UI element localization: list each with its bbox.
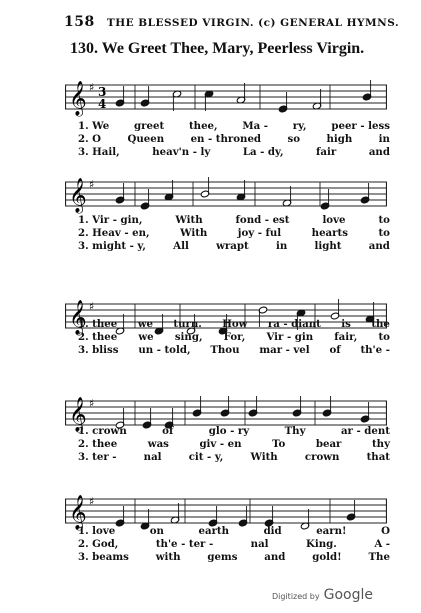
lyric-syllable: gems bbox=[207, 551, 238, 563]
lyric-syllable: did bbox=[263, 525, 282, 537]
lyric-syllable: earn! bbox=[316, 525, 347, 537]
lyric-syllable: and bbox=[264, 551, 286, 563]
lyric-syllable: 3. might - y, bbox=[78, 240, 146, 252]
lyric-syllable: is bbox=[341, 318, 351, 330]
sharp-icon: ♯ bbox=[89, 397, 95, 410]
lyric-syllable: To bbox=[272, 438, 286, 450]
lyric-syllable: 3. Hail, bbox=[78, 146, 120, 158]
lyric-syllable: bear bbox=[315, 438, 342, 450]
lyric-syllable: in bbox=[275, 240, 288, 252]
lyric-syllable: we bbox=[138, 331, 154, 343]
lyric-line-verse-1 bbox=[78, 318, 390, 331]
lyric-syllable: crown bbox=[304, 451, 340, 463]
lyric-syllable: to bbox=[378, 331, 390, 343]
lyric-line-verse-3 bbox=[78, 344, 390, 357]
lyric-syllable: fair, bbox=[334, 331, 358, 343]
lyrics-block-4 bbox=[78, 425, 390, 464]
lyric-syllable: ra - diant bbox=[267, 318, 321, 330]
treble-clef-icon: 𝄞 bbox=[69, 300, 87, 335]
lyric-syllable: 3. bliss bbox=[78, 344, 119, 356]
lyric-syllable: to bbox=[378, 214, 390, 226]
lyric-syllable: With bbox=[175, 214, 203, 226]
lyric-line-verse-3 bbox=[78, 451, 390, 464]
lyric-line-verse-1 bbox=[78, 120, 390, 133]
page-number: 158 bbox=[64, 14, 95, 30]
lyric-syllable: ry, bbox=[292, 120, 307, 132]
sharp-icon: ♯ bbox=[89, 81, 95, 94]
lyric-syllable: in bbox=[378, 133, 390, 145]
lyric-line-verse-2 bbox=[78, 227, 390, 240]
lyric-syllable: 2. God, bbox=[78, 538, 119, 550]
lyric-syllable: cit - y, bbox=[188, 451, 224, 463]
lyric-syllable: Thou bbox=[210, 344, 240, 356]
lyric-syllable: to bbox=[378, 227, 390, 239]
lyric-syllable: en - throned bbox=[190, 133, 262, 145]
lyric-line-verse-1 bbox=[78, 214, 390, 227]
lyric-syllable: thy bbox=[371, 438, 390, 450]
treble-clef-icon: 𝄞 bbox=[69, 81, 87, 116]
lyric-syllable: For, bbox=[223, 331, 246, 343]
lyric-syllable: fond - est bbox=[235, 214, 290, 226]
running-header bbox=[64, 14, 399, 30]
lyric-syllable: of bbox=[329, 344, 341, 356]
sharp-icon: ♯ bbox=[89, 495, 95, 508]
lyric-syllable: 1. thee bbox=[78, 318, 118, 330]
staff-system-2 bbox=[65, 174, 387, 214]
treble-clef-icon: 𝄞 bbox=[69, 495, 87, 530]
lyric-line-verse-2 bbox=[78, 133, 390, 146]
lyric-syllable: hearts bbox=[311, 227, 348, 239]
lyric-syllable: turn. bbox=[173, 318, 202, 330]
lyric-syllable: sing, bbox=[174, 331, 203, 343]
lyric-line-verse-3 bbox=[78, 240, 390, 253]
lyric-line-verse-1 bbox=[78, 525, 390, 538]
lyric-syllable: giv - en bbox=[199, 438, 242, 450]
lyric-syllable: 2. O bbox=[78, 133, 102, 145]
lyric-syllable: thee, bbox=[188, 120, 218, 132]
lyric-syllable: 1. We bbox=[78, 120, 110, 132]
lyric-syllable: we bbox=[137, 318, 153, 330]
lyric-syllable: gold! bbox=[312, 551, 342, 563]
lyrics-block-2 bbox=[78, 214, 390, 253]
lyric-syllable: ar - dent bbox=[340, 425, 390, 437]
staff-system-1 bbox=[65, 77, 387, 117]
lyric-syllable: Ma - bbox=[242, 120, 268, 132]
lyric-syllable: high bbox=[326, 133, 353, 145]
lyric-syllable: so bbox=[287, 133, 301, 145]
lyric-line-verse-2 bbox=[78, 331, 390, 344]
lyric-syllable: heav'n - ly bbox=[152, 146, 211, 158]
lyric-syllable: With bbox=[250, 451, 278, 463]
lyric-syllable: and bbox=[368, 146, 390, 158]
lyric-syllable: th'e - bbox=[360, 344, 390, 356]
lyric-syllable: How bbox=[222, 318, 248, 330]
lyric-line-verse-2 bbox=[78, 538, 390, 551]
lyric-syllable: 3. beams bbox=[78, 551, 129, 563]
lyric-line-verse-2 bbox=[78, 438, 390, 451]
lyric-syllable: on bbox=[149, 525, 164, 537]
sharp-icon: ♯ bbox=[89, 178, 95, 191]
lyric-line-verse-1 bbox=[78, 425, 390, 438]
time-signature-digit: 4 bbox=[98, 97, 107, 111]
lyric-syllable: that bbox=[366, 451, 390, 463]
lyric-syllable: mar - vel bbox=[259, 344, 310, 356]
lyric-syllable: earth bbox=[198, 525, 230, 537]
lyric-syllable: love bbox=[322, 214, 346, 226]
lyric-syllable: light bbox=[314, 240, 342, 252]
treble-clef-icon: 𝄞 bbox=[69, 178, 87, 213]
lyric-syllable: the bbox=[371, 318, 390, 330]
lyric-syllable: Vir - gin bbox=[266, 331, 314, 343]
hymn-title: 130. We Greet Thee, Mary, Peerless Virgin. bbox=[70, 40, 365, 57]
lyrics-block-3 bbox=[78, 318, 390, 357]
lyrics-block-5 bbox=[78, 525, 390, 564]
lyric-syllable: was bbox=[147, 438, 169, 450]
lyrics-block-1 bbox=[78, 120, 390, 159]
lyric-syllable: 1. Vir - gin, bbox=[78, 214, 143, 226]
lyric-syllable: nal bbox=[143, 451, 162, 463]
lyric-syllable: nal bbox=[250, 538, 269, 550]
lyric-syllable: greet bbox=[134, 120, 165, 132]
lyric-line-verse-3 bbox=[78, 551, 390, 564]
lyric-syllable: un - told, bbox=[138, 344, 191, 356]
lyric-syllable: La - dy, bbox=[242, 146, 284, 158]
lyric-syllable: O bbox=[381, 525, 390, 537]
lyric-syllable: 2. thee bbox=[78, 438, 118, 450]
lyric-syllable: th'e - ter - bbox=[155, 538, 214, 550]
digitized-by-google: Digitized by Google bbox=[272, 587, 373, 603]
lyric-line-verse-3 bbox=[78, 146, 390, 159]
lyric-syllable: 2. thee bbox=[78, 331, 118, 343]
lyric-syllable: Thy bbox=[284, 425, 306, 437]
lyric-syllable: King. bbox=[306, 538, 337, 550]
lyric-syllable: wrapt bbox=[216, 240, 249, 252]
lyric-syllable: 2. Heav - en, bbox=[78, 227, 150, 239]
lyric-syllable: joy - ful bbox=[237, 227, 282, 239]
lyric-syllable: All bbox=[173, 240, 189, 252]
lyric-syllable: A - bbox=[374, 538, 390, 550]
lyric-syllable: with bbox=[155, 551, 181, 563]
lyric-syllable: and bbox=[368, 240, 390, 252]
running-title: THE BLESSED VIRGIN. (c) GENERAL HYMNS. bbox=[106, 17, 400, 29]
lyric-syllable: The bbox=[368, 551, 390, 563]
lyric-syllable: Queen bbox=[127, 133, 165, 145]
lyric-syllable: 1. crown bbox=[78, 425, 127, 437]
lyric-syllable: 1. love bbox=[78, 525, 116, 537]
lyric-syllable: With bbox=[180, 227, 208, 239]
lyric-syllable: of bbox=[162, 425, 174, 437]
lyric-syllable: peer - less bbox=[331, 120, 390, 132]
time-signature-digit: 3 bbox=[98, 85, 107, 99]
lyric-syllable: 3. ter - bbox=[78, 451, 117, 463]
lyric-syllable: fair bbox=[316, 146, 337, 158]
lyric-syllable: glo - ry bbox=[208, 425, 250, 437]
treble-clef-icon: 𝄞 bbox=[69, 397, 87, 432]
sharp-icon: ♯ bbox=[89, 300, 95, 313]
